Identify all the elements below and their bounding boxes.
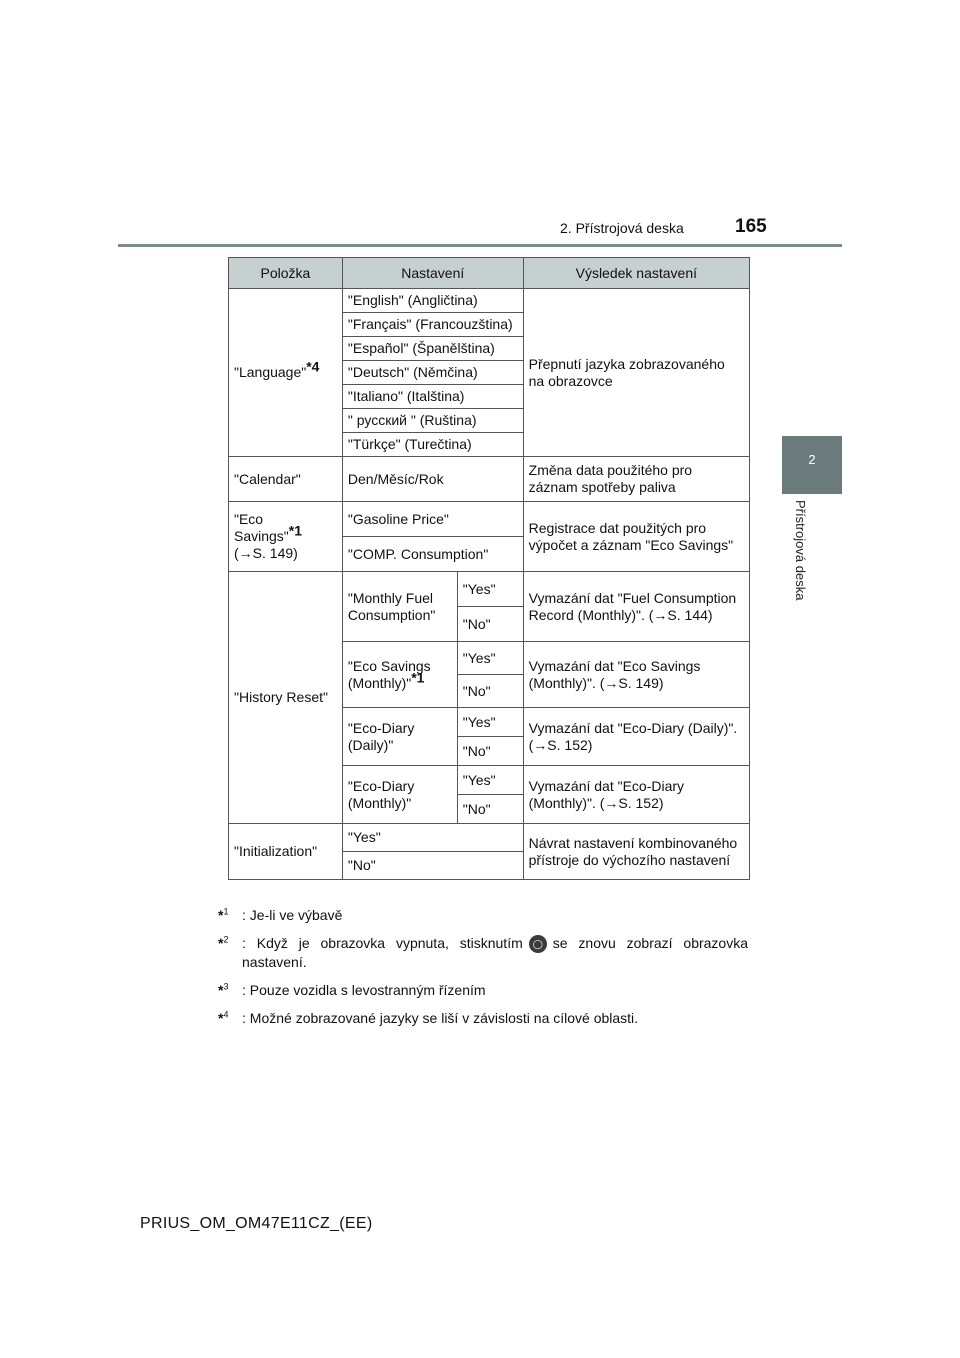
setting-cell: Den/Měsíc/Rok [342,457,523,502]
table-header-row [229,258,750,289]
option-no: "No" [457,675,523,708]
chapter-number: 2 [808,452,816,467]
setting-cell: "COMP. Consumption" [342,537,523,572]
item-history-reset: "History Reset" [229,572,343,824]
setting-cell: " русский " (Ruština) [342,409,523,433]
option-no: "No" [342,852,523,880]
result-initialization: Návrat nastavení kombinovaného přístroje do výchozího nastavení [523,824,749,880]
result-language: Přepnutí jazyka zobrazovaného na obrazovce [523,289,749,457]
footnotes [218,906,748,1037]
history-group-name: "Monthly Fuel Consumption" [342,572,457,642]
setting-cell: "Gasoline Price" [342,502,523,537]
result-eco-savings: Registrace dat použitých pro výpočet a záznam "Eco Savings" [523,502,749,572]
settings-table [228,257,750,880]
footnote-1: *$^1$ : Je-li ve výbavě [218,906,343,923]
col-header-result: Výsledek nastavení [523,258,749,289]
document-code: PRIUS_OM_OM47E11CZ_(EE) [140,1215,373,1232]
setting-cell: "Deutsch" (Němčina) [342,361,523,385]
table-row [229,572,750,607]
history-group-name: "Eco Savings (Monthly)"$^{*1}$ [342,642,457,708]
option-yes: "Yes" [457,642,523,675]
history-group-result: Vymazání dat "Eco-Diary (Daily)". (→S. 152) [523,708,749,766]
page-number: 165 [735,216,767,237]
footnote-2: *$^2$ : Když je obrazovka vypnuta, stisknutím ◯ se znovu zobrazí obrazovka nastavení. [218,934,748,971]
table-row [229,824,750,852]
header-rule [118,244,842,247]
section-title: 2. Přístrojová deska [560,220,684,236]
chapter-label: Přístrojová deska [793,500,808,601]
option-yes: "Yes" [457,572,523,607]
setting-cell: "Italiano" (Italština) [342,385,523,409]
table-row [229,457,750,502]
history-group-name: "Eco-Diary (Monthly)" [342,766,457,824]
table-row [229,502,750,537]
col-header-item: Položka [229,258,343,289]
result-calendar: Změna data použitého pro záznam spotřeby paliva [523,457,749,502]
footnote-4: *$^4$ : Možné zobrazované jazyky se liší v závislosti na cílové oblasti. [218,1009,639,1027]
footnote-3: *$^3$ : Pouze vozidla s levostranným řízením [218,981,486,999]
setting-cell: "Español" (Španělština) [342,337,523,361]
option-yes: "Yes" [457,708,523,737]
option-no: "No" [457,737,523,766]
history-group-result: Vymazání dat "Fuel Consumption Record (Monthly)". (→S. 144) [523,572,749,642]
item-initialization: "Initialization" [229,824,343,880]
option-no: "No" [457,795,523,824]
history-group-result: Vymazání dat "Eco-Diary (Monthly)". (→S. 152) [523,766,749,824]
col-header-setting: Nastavení [342,258,523,289]
history-group-name: "Eco-Diary (Daily)" [342,708,457,766]
history-group-result: Vymazání dat "Eco Savings (Monthly)". (→S. 149) [523,642,749,708]
item-calendar: "Calendar" [229,457,343,502]
option-yes: "Yes" [457,766,523,795]
option-yes: "Yes" [342,824,523,852]
setting-cell: "Türkçe" (Turečtina) [342,433,523,457]
item-language: "Language"$^{*4}$ [229,289,343,457]
setting-cell: "English" (Angličtina) [342,289,523,313]
chapter-tab[interactable] [782,436,842,494]
option-no: "No" [457,607,523,642]
odo-button-icon: ◯ [529,935,547,953]
item-eco-savings: "Eco Savings"$^{*1}$ (→S. 149) [229,502,343,572]
setting-cell: "Français" (Francouzština) [342,313,523,337]
table-row [229,289,750,313]
